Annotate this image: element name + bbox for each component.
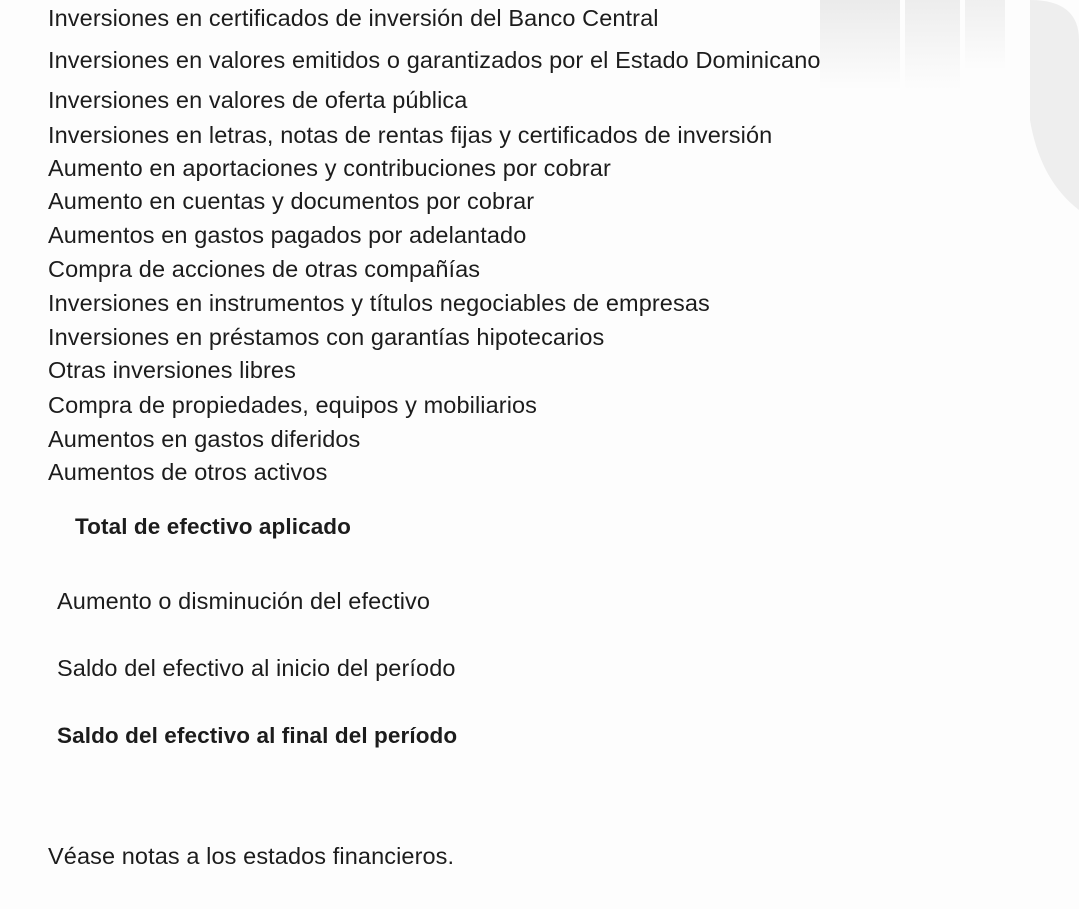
line-item: Compra de propiedades, equipos y mobiliarios: [48, 392, 538, 418]
line-item: Inversiones en instrumentos y títulos negociables de empresas: [48, 290, 710, 316]
opening-balance-label: Saldo del efectivo al inicio del período: [57, 655, 456, 681]
closing-balance-heading: Saldo del efectivo al final del período: [57, 723, 458, 748]
line-item: Aumento en cuentas y documentos por cobrar: [48, 188, 535, 214]
line-item: Inversiones en préstamos con garantías hipotecarios: [48, 324, 605, 350]
line-item: Inversiones en valores de oferta pública: [48, 87, 468, 113]
line-item: Inversiones en certificados de inversión del Banco Central: [48, 5, 659, 31]
footnote: Véase notas a los estados financieros.: [48, 843, 455, 869]
line-item: Aumentos en gastos diferidos: [48, 426, 361, 452]
line-item: Otras inversiones libres: [48, 357, 296, 383]
total-applied-heading: Total de efectivo aplicado: [75, 514, 351, 539]
cash-change-label: Aumento o disminución del efectivo: [57, 588, 431, 614]
line-item: Aumento en aportaciones y contribuciones por cobrar: [48, 155, 611, 181]
line-item: Compra de acciones de otras compañías: [48, 256, 481, 282]
line-item: Inversiones en valores emitidos o garantizados por el Estado Dominicano: [48, 47, 821, 73]
line-item: Aumentos en gastos pagados por adelantado: [48, 222, 527, 248]
line-item: Inversiones en letras, notas de rentas fijas y certificados de inversión: [48, 122, 773, 148]
line-item: Aumentos de otros activos: [48, 459, 328, 485]
